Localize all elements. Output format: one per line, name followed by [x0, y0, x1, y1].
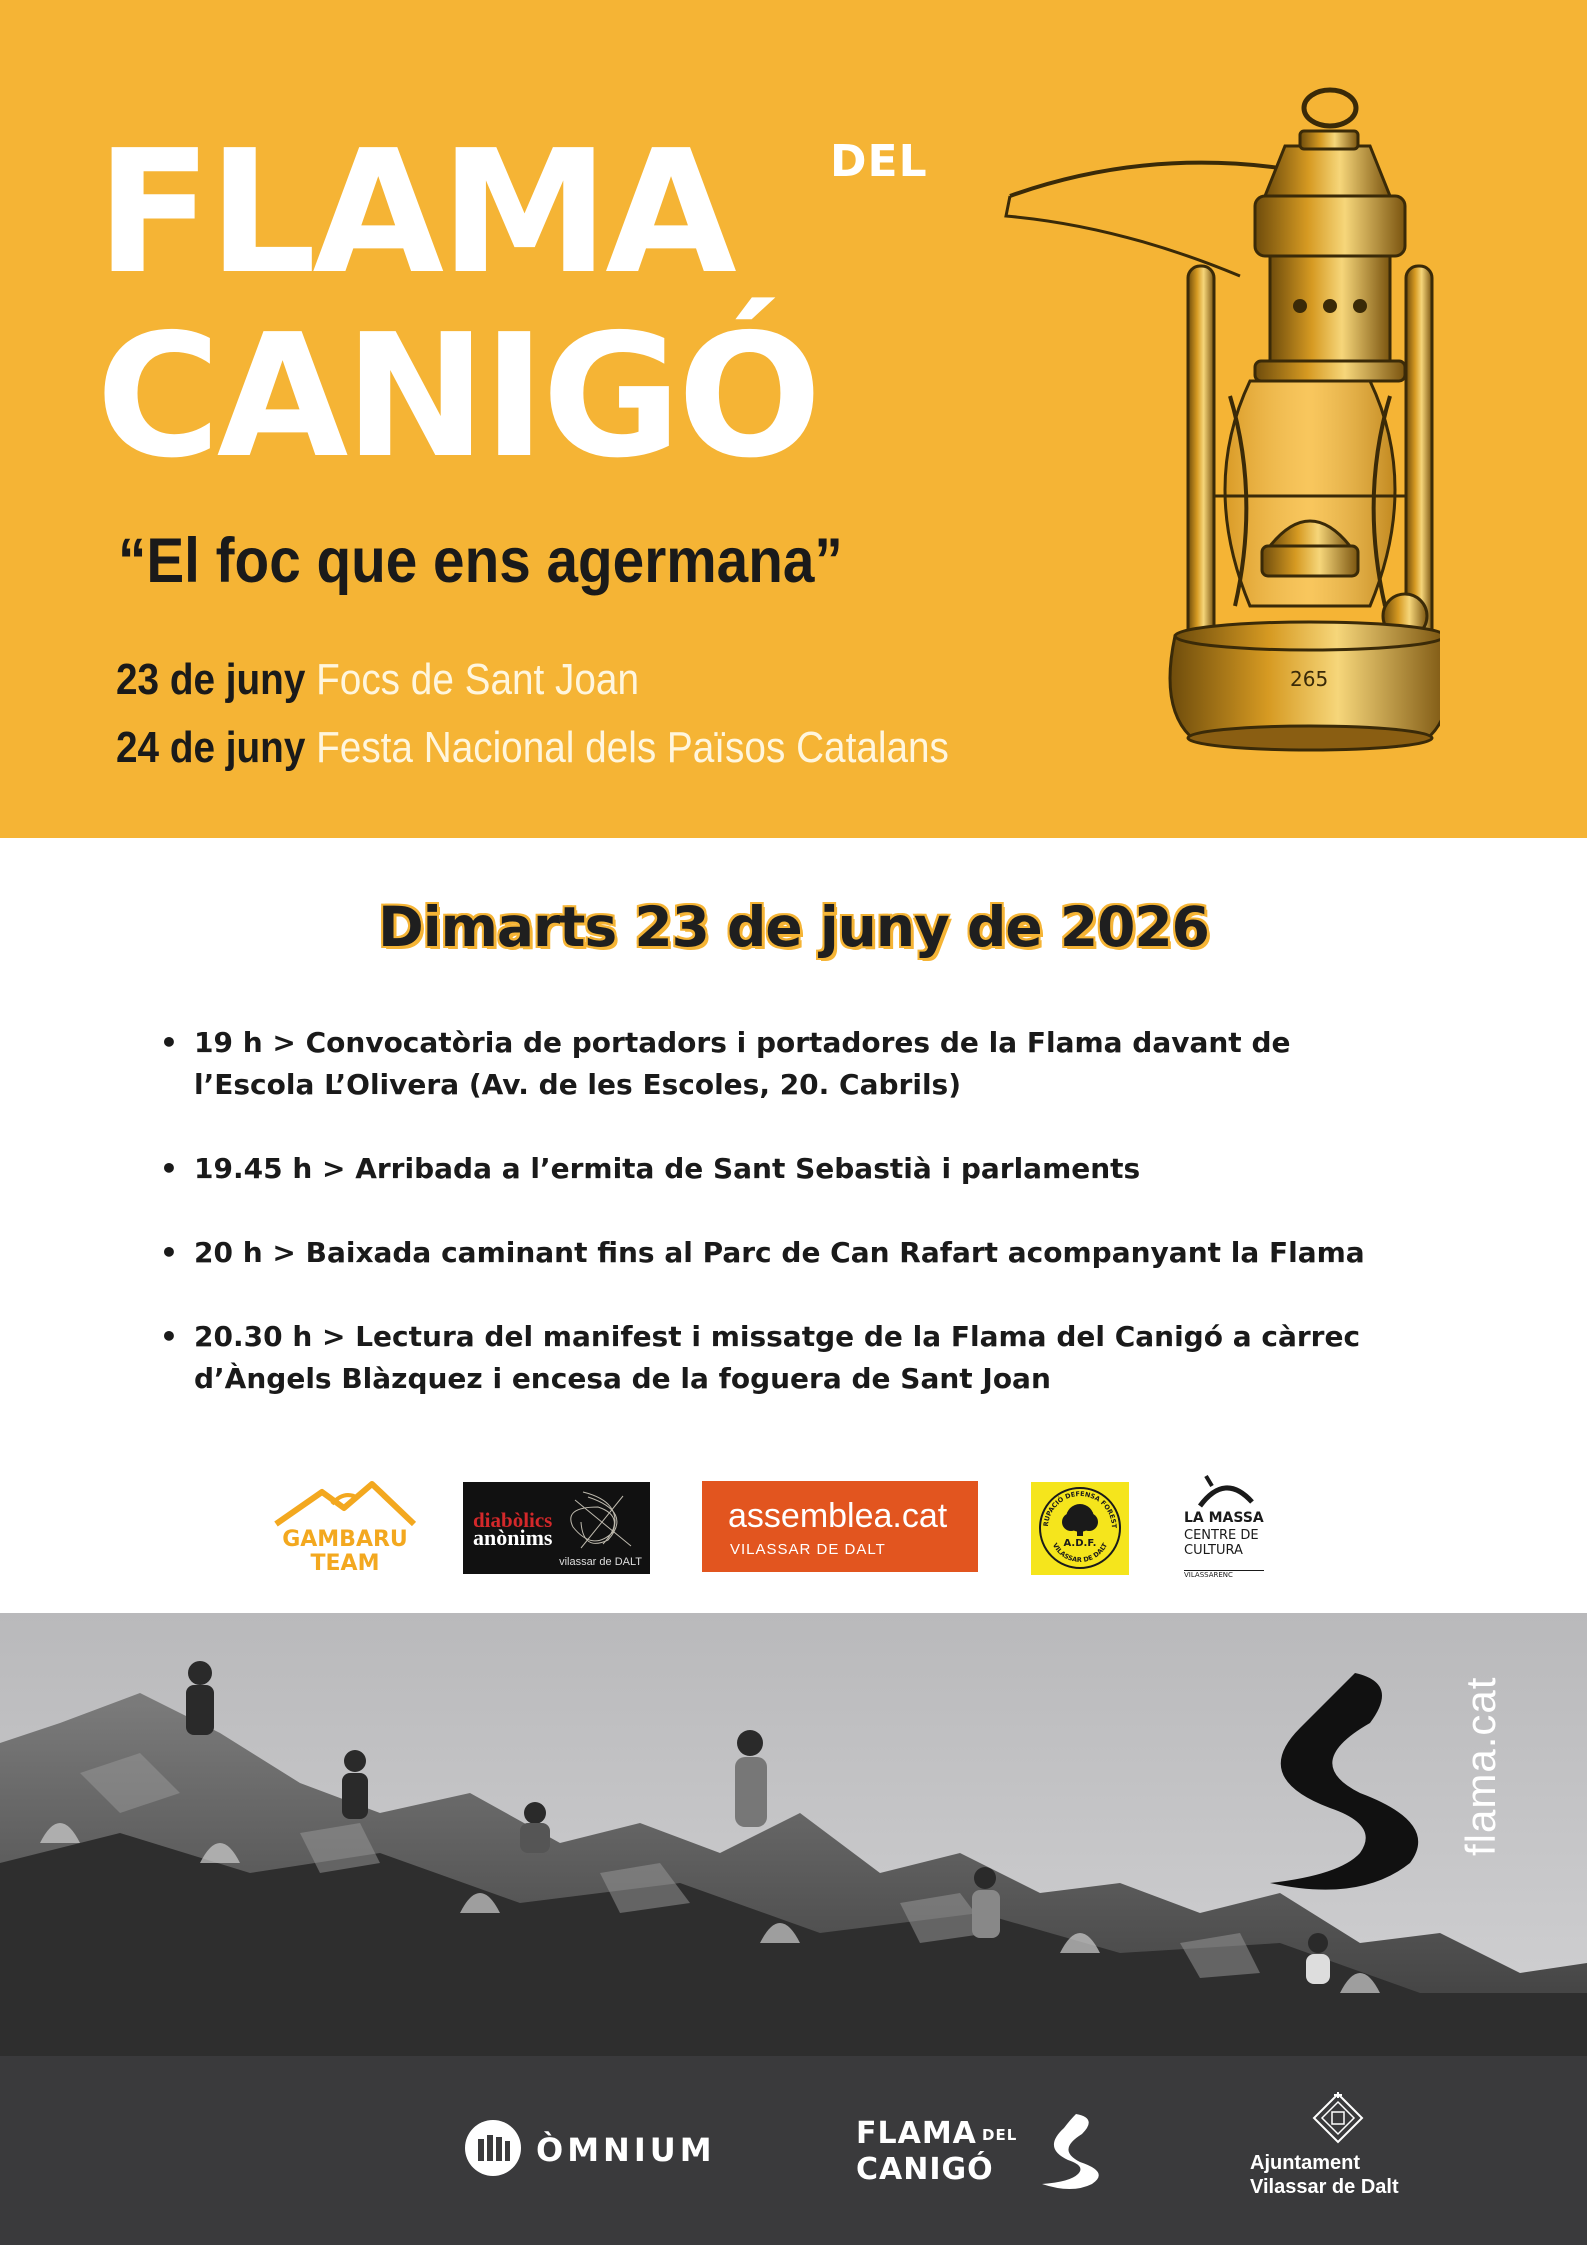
gambaru-team-logo [272, 1478, 418, 1578]
lamassa-line1: LA MASSA [1184, 1510, 1264, 1526]
ajuntament-line1: Ajuntament [1250, 2152, 1360, 2174]
bullet: • [160, 1026, 178, 1059]
date-1: 23 de juny [116, 655, 306, 704]
lamassa-line4: VILASSARENC [1184, 1570, 1264, 1579]
lamassa-line3: CULTURA [1184, 1543, 1243, 1558]
flama-cat-text: flama.cat [1457, 1676, 1504, 1856]
ajuntament-logo [1250, 2090, 1410, 2220]
gambaru-line1: GAMBARU [282, 1527, 408, 1552]
arch-icon [1180, 1472, 1270, 1508]
footer-flama-del: DEL [982, 2126, 1018, 2144]
flama-s-icon [1036, 2110, 1116, 2190]
lantern-illustration [1000, 76, 1440, 776]
program-item [160, 1148, 1410, 1190]
program-item-text: 19 h > Convocatòria de portadors i portadores de la Flama davant de l’Escola L’Olivera (Av. de les Escoles, 20. Cabrils) [194, 1026, 1291, 1101]
program-item-text: 20.30 h > Lectura del manifest i missatge de la Flama del Canigó a càrrec d’Àngels Blàzquez i encesa de la foguera de Sant Joan [194, 1320, 1361, 1395]
program-item [160, 1232, 1410, 1274]
diabolics-line1: diabòlics [473, 1508, 553, 1532]
lantern-plate: 265 [1290, 667, 1329, 691]
bullet: • [160, 1152, 178, 1185]
date-2: 24 de juny [116, 723, 306, 772]
adf-badge [1031, 1482, 1129, 1575]
assemblea-line2: VILASSAR DE DALT [730, 1541, 886, 1558]
adf-logo [1031, 1482, 1129, 1575]
omnium-text: ÒMNIUM [536, 2131, 716, 2169]
bullet: • [160, 1320, 178, 1353]
mountain-icon [272, 1478, 418, 1528]
slogan: “El foc que ens agermana” [118, 526, 843, 596]
gambaru-line2: TEAM [310, 1551, 380, 1576]
footer-flama-line1: FLAMA [856, 2116, 977, 2151]
title-canigo: CANIGÓ [96, 298, 818, 496]
assemblea-logo [702, 1481, 978, 1572]
adf-arc-bottom: VILASSAR DE DALT [1050, 1541, 1110, 1565]
ajuntament-line2: Vilassar de Dalt [1250, 2176, 1399, 2198]
adf-arc-top: RUPACIÓ DEFENSA FOREST [1041, 1489, 1119, 1528]
date-line-1 [116, 655, 639, 705]
program-heading: Dimarts 23 de juny de 2026 [378, 895, 1209, 959]
date-line-2 [116, 723, 949, 773]
diabolics-anonims-logo [463, 1482, 650, 1574]
footer-flama-line2: CANIGÓ [856, 2152, 994, 2187]
omnium-icon [462, 2117, 524, 2179]
program-item-text: 20 h > Baixada caminant fins al Parc de Can Rafart acompanyant la Flama [194, 1236, 1365, 1269]
diabolics-line3: vilassar de DALT [559, 1556, 642, 1568]
hikers-photo [0, 1613, 1587, 2056]
assemblea-line1: assemblea.cat [728, 1497, 948, 1535]
bullet: • [160, 1236, 178, 1269]
la-massa-logo [1180, 1472, 1270, 1579]
program-item-text: 19.45 h > Arribada a l’ermita de Sant Sebastià i parlaments [194, 1152, 1141, 1185]
program-item [160, 1316, 1410, 1400]
event-1: Focs de Sant Joan [316, 655, 639, 704]
diabolics-line2: anònims [473, 1525, 553, 1550]
program-item [160, 1022, 1410, 1106]
flama-canigo-footer-logo [856, 2110, 1126, 2190]
event-2: Festa Nacional dels Països Catalans [316, 723, 949, 772]
adf-center: A.D.F. [1063, 1538, 1097, 1549]
title-del: DEL [830, 136, 928, 187]
title-flama: FLAMA [96, 114, 733, 312]
lamassa-line2: CENTRE DE [1184, 1528, 1259, 1543]
coat-of-arms-icon [1308, 2090, 1368, 2150]
program-list [160, 1022, 1410, 1442]
